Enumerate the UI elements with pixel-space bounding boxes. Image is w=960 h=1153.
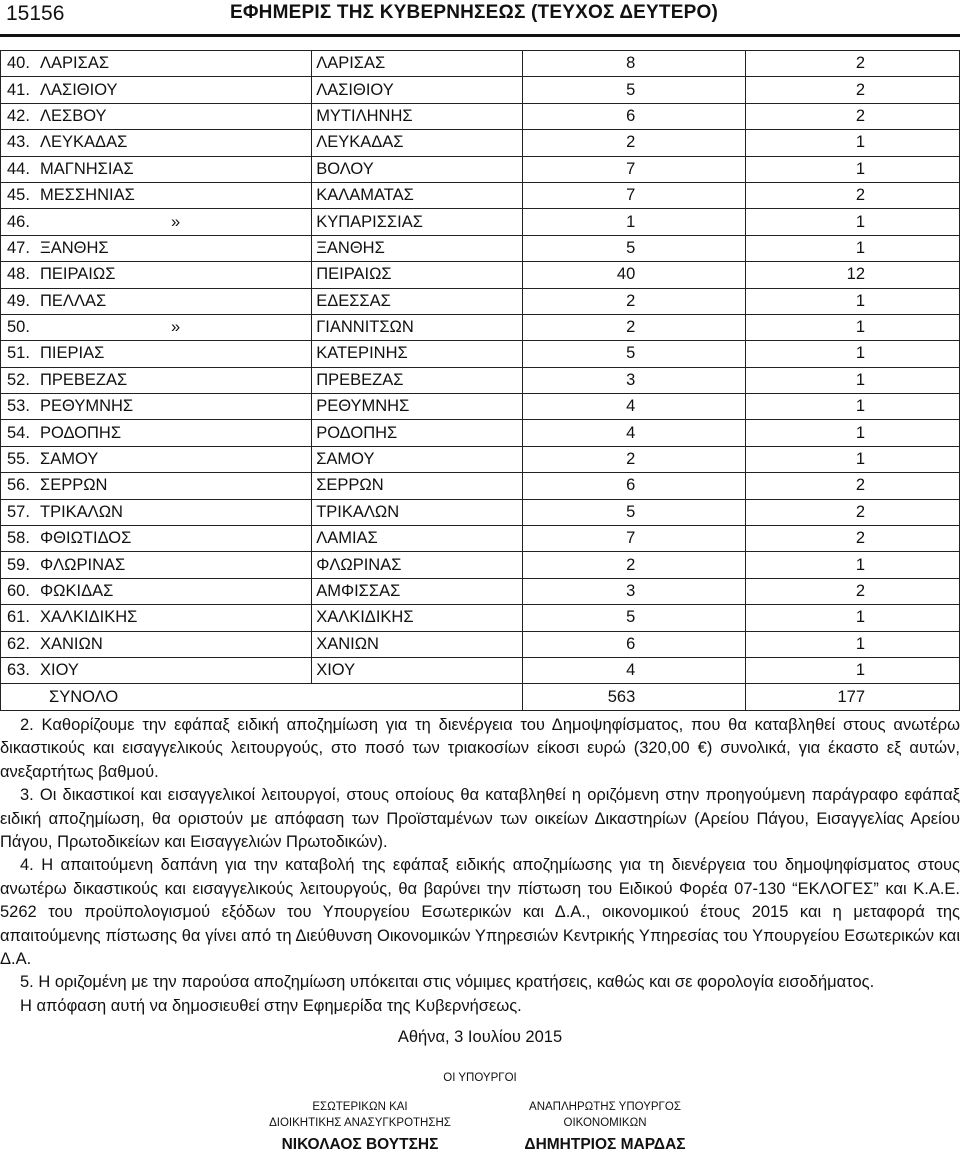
judges-count-cell: 7 — [522, 182, 745, 208]
row-number: 58. — [1, 526, 41, 552]
judges-count-cell: 2 — [522, 130, 745, 156]
judges-count-cell: 2 — [522, 314, 745, 340]
row-number: 56. — [1, 473, 41, 499]
court-cell: ΤΡΙΚΑΛΩΝ — [312, 499, 523, 525]
total-prosecutors-cell: 177 — [746, 684, 960, 710]
court-cell: ΦΛΩΡΙΝΑΣ — [312, 552, 523, 578]
prosecutors-count-cell: 1 — [746, 552, 960, 578]
judges-count-cell: 2 — [522, 446, 745, 472]
prefecture-cell: ΠΕΛΛΑΣ — [40, 288, 312, 314]
prefecture-cell: ΛΕΥΚΑΔΑΣ — [40, 130, 312, 156]
prefecture-cell: » — [40, 314, 312, 340]
prefecture-cell: ΦΩΚΙΔΑΣ — [40, 578, 312, 604]
row-number: 47. — [1, 235, 41, 261]
judges-count-cell: 3 — [522, 578, 745, 604]
signature-left — [230, 1099, 490, 1153]
row-number: 49. — [1, 288, 41, 314]
allocation-table — [0, 50, 960, 711]
court-cell: ΛΑΜΙΑΣ — [312, 526, 523, 552]
row-number: 53. — [1, 394, 41, 420]
prefecture-cell: ΠΕΙΡΑΙΩΣ — [40, 262, 312, 288]
prosecutors-count-cell: 1 — [746, 446, 960, 472]
prosecutors-count-cell: 12 — [746, 262, 960, 288]
paragraph-2: 2. Καθορίζουμε την εφάπαξ ειδική αποζημίωση για τη διενέργεια του Δημοψηφίσματος, που θα καταβληθεί στους ανωτέρω δικαστικούς και εισαγγελικούς λειτουργούς, στο ποσό των τριακοσίων είκοσι ευρώ (320,00 €) συνολικά, για έκαστο εξ αυτών, ανεξαρτήτως βαθμού. — [0, 716, 960, 781]
court-cell: ΛΕΥΚΑΔΑΣ — [312, 130, 523, 156]
prefecture-cell: ΦΛΩΡΙΝΑΣ — [40, 552, 312, 578]
total-row — [1, 684, 960, 710]
judges-count-cell: 5 — [522, 77, 745, 103]
prefecture-cell: ΞΑΝΘΗΣ — [40, 235, 312, 261]
row-number: 60. — [1, 578, 41, 604]
prosecutors-count-cell: 1 — [746, 367, 960, 393]
prosecutors-count-cell: 1 — [746, 657, 960, 683]
prefecture-cell: ΠΡΕΒΕΖΑΣ — [40, 367, 312, 393]
signature-right-line2: ΟΙΚΟΝΟΜΙΚΩΝ — [563, 1117, 647, 1129]
court-cell: ΡΟΔΟΠΗΣ — [312, 420, 523, 446]
judges-count-cell: 2 — [522, 552, 745, 578]
court-cell: ΧΑΛΚΙΔΙΚΗΣ — [312, 605, 523, 631]
court-cell: ΣΕΡΡΩΝ — [312, 473, 523, 499]
header-rule — [0, 34, 960, 37]
prosecutors-count-cell: 2 — [746, 77, 960, 103]
row-number: 43. — [1, 130, 41, 156]
row-number: 63. — [1, 657, 41, 683]
row-number: 46. — [1, 209, 41, 235]
paragraph-4: 4. Η απαιτούμενη δαπάνη για την καταβολή της εφάπαξ ειδικής αποζημίωσης για τη διενέργεια του δημοψηφίσματος στους ανωτέρω δικαστικούς και εισαγγελικούς λειτουργούς, θα βαρύνει την πίστωση του Ειδικού Φορέα 07-130 “ΕΚΛΟΓΕΣ” και Κ.Α.Ε. 5262 του προϋπολογισμού εξόδων του Υπουργείου Εσωτερικών και Δ.Α., οικονομικού έτους 2015 και η μεταφορά της απαιτούμενης πίστωσης θα γίνει από τη Διεύθυνση Οικονομικών Υπηρεσιών Κεντρικής Υπηρεσίας του Υπουργείου Εσωτερικών και Δ.Α. — [0, 856, 960, 969]
prefecture-cell: ΛΕΣΒΟΥ — [40, 103, 312, 129]
judges-count-cell: 3 — [522, 367, 745, 393]
judges-count-cell: 2 — [522, 288, 745, 314]
prefecture-cell: ΛΑΡΙΣΑΣ — [40, 51, 312, 77]
prefecture-cell: ΧΑΝΙΩΝ — [40, 631, 312, 657]
judges-count-cell: 6 — [522, 631, 745, 657]
table-row — [1, 657, 960, 683]
signature-left-name: ΝΙΚΟΛΑΟΣ ΒΟΥΤΣΗΣ — [281, 1136, 439, 1153]
court-cell: ΜΥΤΙΛΗΝΗΣ — [312, 103, 523, 129]
prosecutors-count-cell: 1 — [746, 341, 960, 367]
decision-body — [0, 714, 960, 1018]
court-cell: ΓΙΑΝΝΙΤΣΩΝ — [312, 314, 523, 340]
table-row — [1, 130, 960, 156]
prefecture-cell: ΡΟΔΟΠΗΣ — [40, 420, 312, 446]
prosecutors-count-cell: 1 — [746, 420, 960, 446]
judges-count-cell: 6 — [522, 103, 745, 129]
table-row — [1, 499, 960, 525]
publication-note: Η απόφαση αυτή να δημοσιευθεί στην Εφημερίδα της Κυβερνήσεως. — [20, 996, 522, 1015]
prosecutors-count-cell: 1 — [746, 314, 960, 340]
prosecutors-count-cell: 2 — [746, 578, 960, 604]
table-row — [1, 341, 960, 367]
table-row — [1, 473, 960, 499]
table-row — [1, 182, 960, 208]
signature-left-line1: ΕΣΩΤΕΡΙΚΩΝ ΚΑΙ — [312, 1101, 408, 1113]
table-row — [1, 262, 960, 288]
prosecutors-count-cell: 1 — [746, 394, 960, 420]
prefecture-cell: ΜΑΓΝΗΣΙΑΣ — [40, 156, 312, 182]
prefecture-cell: ΤΡΙΚΑΛΩΝ — [40, 499, 312, 525]
judges-count-cell: 1 — [522, 209, 745, 235]
judges-count-cell: 4 — [522, 657, 745, 683]
court-cell: ΑΜΦΙΣΣΑΣ — [312, 578, 523, 604]
court-cell: ΒΟΛΟΥ — [312, 156, 523, 182]
table-row — [1, 552, 960, 578]
court-cell: ΚΑΤΕΡΙΝΗΣ — [312, 341, 523, 367]
row-number: 50. — [1, 314, 41, 340]
court-cell: ΧΙΟΥ — [312, 657, 523, 683]
prosecutors-count-cell: 1 — [746, 209, 960, 235]
row-number: 44. — [1, 156, 41, 182]
court-cell: ΣΑΜΟΥ — [312, 446, 523, 472]
row-number: 41. — [1, 77, 41, 103]
judges-count-cell: 4 — [522, 394, 745, 420]
total-judges-cell: 563 — [522, 684, 745, 710]
court-cell: ΧΑΝΙΩΝ — [312, 631, 523, 657]
judges-count-cell: 8 — [522, 51, 745, 77]
court-cell: ΚΑΛΑΜΑΤΑΣ — [312, 182, 523, 208]
row-number: 45. — [1, 182, 41, 208]
court-cell: ΠΡΕΒΕΖΑΣ — [312, 367, 523, 393]
allocation-table-body — [1, 51, 960, 711]
table-row — [1, 578, 960, 604]
prosecutors-count-cell: 1 — [746, 288, 960, 314]
row-number: 55. — [1, 446, 41, 472]
prosecutors-count-cell: 1 — [746, 130, 960, 156]
prosecutors-count-cell: 1 — [746, 605, 960, 631]
gazette-title: ΕΦΗΜΕΡΙΣ ΤΗΣ ΚΥΒΕΡΝΗΣΕΩΣ (ΤΕΥΧΟΣ ΔΕΥΤΕΡΟ) — [230, 2, 718, 23]
table-row — [1, 103, 960, 129]
judges-count-cell: 5 — [522, 235, 745, 261]
prefecture-cell: ΛΑΣΙΘΙΟΥ — [40, 77, 312, 103]
table-row — [1, 446, 960, 472]
row-number: 61. — [1, 605, 41, 631]
judges-count-cell: 7 — [522, 526, 745, 552]
judges-count-cell: 5 — [522, 341, 745, 367]
row-number: 59. — [1, 552, 41, 578]
judges-count-cell: 7 — [522, 156, 745, 182]
table-row — [1, 631, 960, 657]
table-row — [1, 209, 960, 235]
table-row — [1, 288, 960, 314]
judges-count-cell: 4 — [522, 420, 745, 446]
prefecture-cell: ΧΑΛΚΙΔΙΚΗΣ — [40, 605, 312, 631]
table-row — [1, 367, 960, 393]
court-cell: ΕΔΕΣΣΑΣ — [312, 288, 523, 314]
prefecture-cell: ΣΑΜΟΥ — [40, 446, 312, 472]
table-row — [1, 77, 960, 103]
total-label: ΣΥΝΟΛΟ — [1, 684, 523, 710]
court-cell: ΛΑΣΙΘΙΟΥ — [312, 77, 523, 103]
table-row — [1, 235, 960, 261]
prefecture-cell: ΧΙΟΥ — [40, 657, 312, 683]
prosecutors-count-cell: 2 — [746, 51, 960, 77]
prosecutors-count-cell: 2 — [746, 473, 960, 499]
paragraph-3: 3. Οι δικαστικοί και εισαγγελικοί λειτουργοί, στους οποίους θα καταβληθεί η οριζόμενη στην προηγούμενη παράγραφο εφάπαξ ειδική αποζημίωση, θα οριστούν με απόφαση των Προϊσταμένων των οικείων Δικαστηρίων (Αρείου Πάγου, Εισαγγελίας Αρείου Πάγου, Πρωτοδικείων και Εισαγγελιών Πρωτοδικών). — [0, 786, 960, 852]
signature-right-name: ΔΗΜΗΤΡΙΟΣ ΜΑΡΔΑΣ — [524, 1136, 686, 1153]
prefecture-cell: » — [40, 209, 312, 235]
prefecture-cell: ΡΕΘΥΜΝΗΣ — [40, 394, 312, 420]
row-number: 48. — [1, 262, 41, 288]
court-cell: ΚΥΠΑΡΙΣΣΙΑΣ — [312, 209, 523, 235]
court-cell: ΠΕΙΡΑΙΩΣ — [312, 262, 523, 288]
table-row — [1, 526, 960, 552]
page-number: 15156 — [6, 2, 65, 25]
table-row — [1, 156, 960, 182]
prefecture-cell: ΠΙΕΡΙΑΣ — [40, 341, 312, 367]
row-number: 51. — [1, 341, 41, 367]
prosecutors-count-cell: 1 — [746, 235, 960, 261]
table-row — [1, 51, 960, 77]
prosecutors-count-cell: 1 — [746, 156, 960, 182]
signature-left-line2: ΔΙΟΙΚΗΤΙΚΗΣ ΑΝΑΣΥΓΚΡΟΤΗΣΗΣ — [269, 1117, 451, 1129]
row-number: 40. — [1, 51, 41, 77]
prefecture-cell: ΣΕΡΡΩΝ — [40, 473, 312, 499]
prosecutors-count-cell: 2 — [746, 526, 960, 552]
judges-count-cell: 5 — [522, 605, 745, 631]
row-number: 42. — [1, 103, 41, 129]
prosecutors-count-cell: 2 — [746, 499, 960, 525]
judges-count-cell: 6 — [522, 473, 745, 499]
paragraph-5: 5. Η οριζομένη με την παρούσα αποζημίωση υπόκειται στις νόμιμες κρατήσεις, καθώς και σε φορολογία εισοδήματος. — [20, 973, 875, 992]
prosecutors-count-cell: 1 — [746, 631, 960, 657]
court-cell: ΞΑΝΘΗΣ — [312, 235, 523, 261]
prosecutors-count-cell: 2 — [746, 103, 960, 129]
signature-right-line1: ΑΝΑΠΛΗΡΩΤΗΣ ΥΠΟΥΡΓΟΣ — [529, 1101, 681, 1113]
page-header — [0, 0, 960, 40]
date-line: Αθήνα, 3 Ιουλίου 2015 — [397, 1028, 563, 1046]
prefecture-cell: ΜΕΣΣΗΝΙΑΣ — [40, 182, 312, 208]
table-row — [1, 605, 960, 631]
judges-count-cell: 5 — [522, 499, 745, 525]
prosecutors-count-cell: 2 — [746, 182, 960, 208]
row-number: 62. — [1, 631, 41, 657]
row-number: 54. — [1, 420, 41, 446]
court-cell: ΡΕΘΥΜΝΗΣ — [312, 394, 523, 420]
table-row — [1, 314, 960, 340]
court-cell: ΛΑΡΙΣΑΣ — [312, 51, 523, 77]
table-row — [1, 394, 960, 420]
prefecture-cell: ΦΘΙΩΤΙΔΟΣ — [40, 526, 312, 552]
table-row — [1, 420, 960, 446]
row-number: 52. — [1, 367, 41, 393]
judges-count-cell: 40 — [522, 262, 745, 288]
row-number: 57. — [1, 499, 41, 525]
signatories-title: ΟΙ ΥΠΟΥΡΓΟΙ — [443, 1072, 517, 1084]
signature-right — [475, 1099, 735, 1153]
